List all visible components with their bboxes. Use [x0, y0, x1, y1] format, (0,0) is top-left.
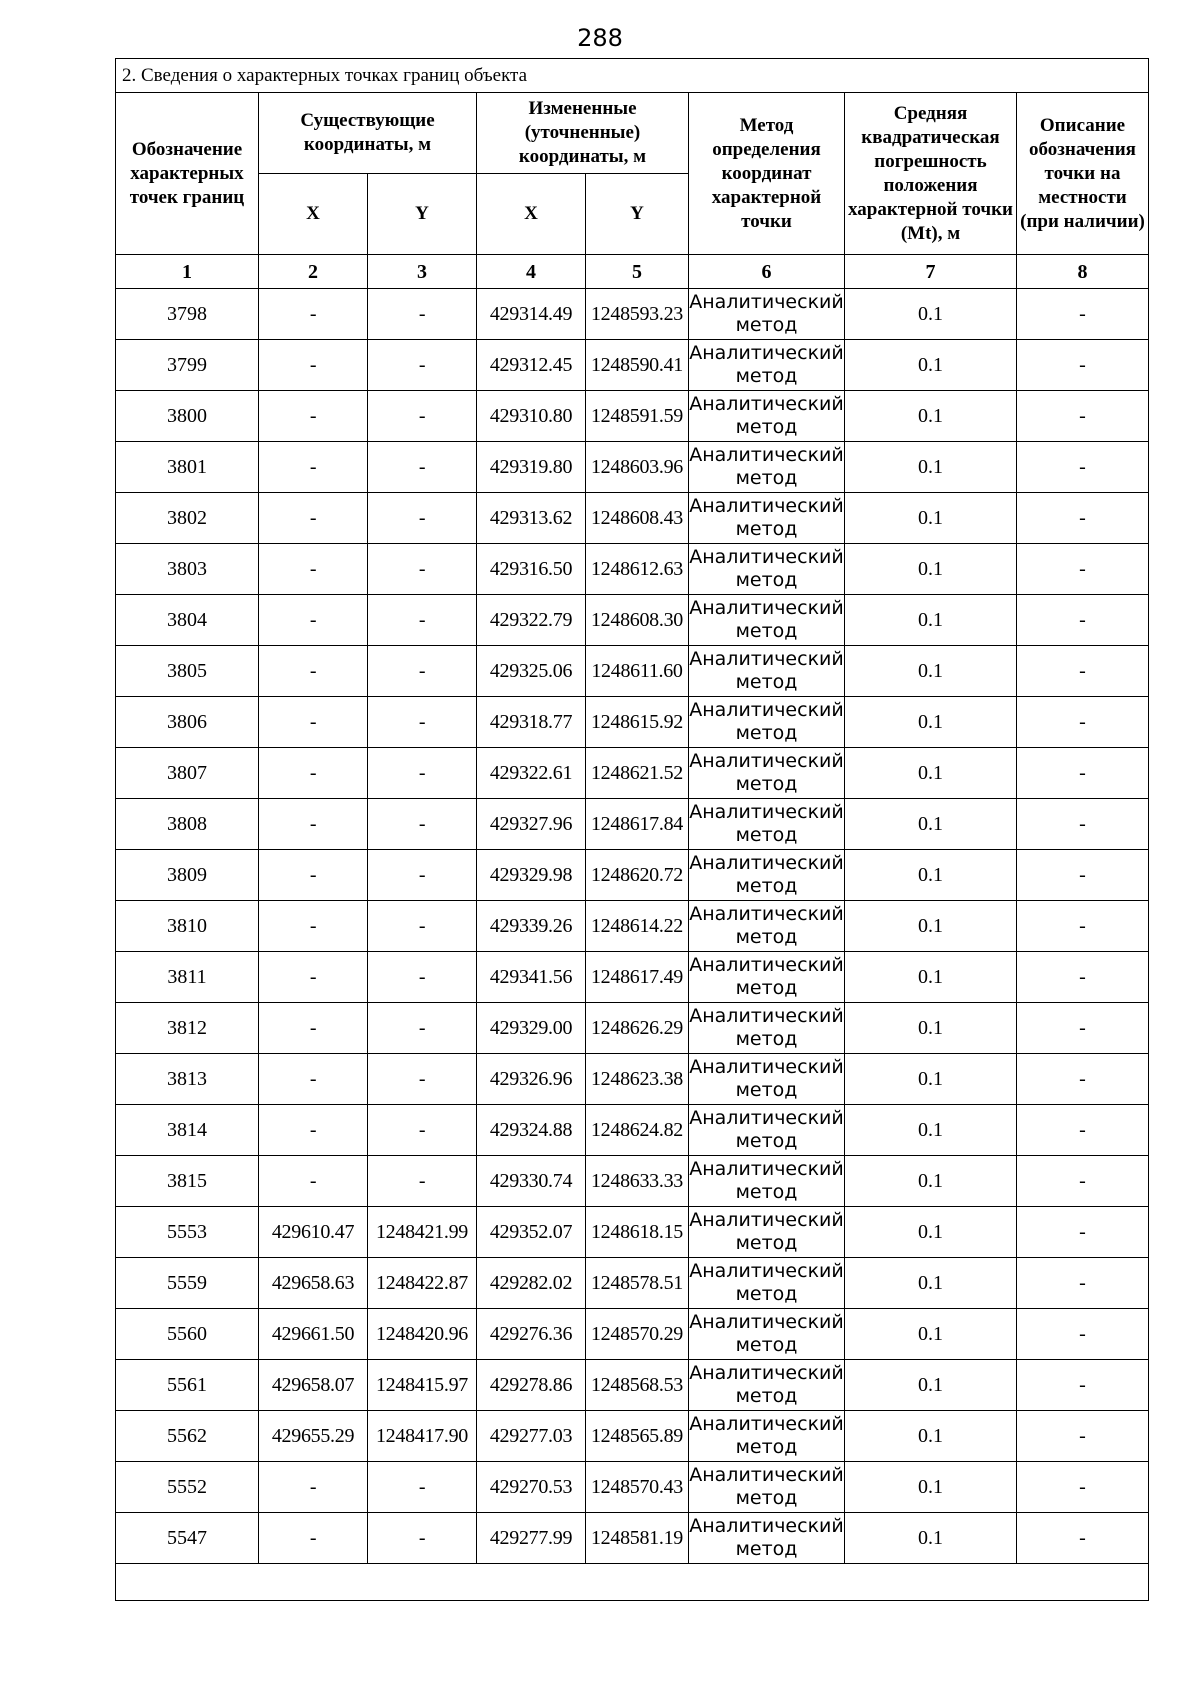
table-row — [116, 697, 1149, 748]
existing-x-cell: - — [259, 901, 368, 952]
error-cell: 0.1 — [845, 697, 1017, 748]
table-row — [116, 952, 1149, 1003]
description-cell: - — [1017, 748, 1149, 799]
empty-cell — [116, 1564, 1149, 1601]
existing-y-cell: - — [368, 442, 477, 493]
method-cell: Аналитический метод — [689, 1309, 845, 1360]
method-cell: Аналитический метод — [689, 544, 845, 595]
existing-x-cell: - — [259, 1105, 368, 1156]
error-cell: 0.1 — [845, 1207, 1017, 1258]
point-designation-cell: 5547 — [116, 1513, 259, 1564]
description-cell: - — [1017, 544, 1149, 595]
error-cell: 0.1 — [845, 544, 1017, 595]
existing-y-cell: - — [368, 1513, 477, 1564]
existing-y-cell: - — [368, 391, 477, 442]
existing-y-cell: - — [368, 1105, 477, 1156]
boundary-points-table — [115, 58, 1149, 1601]
table-row — [116, 1309, 1149, 1360]
table-row — [116, 391, 1149, 442]
existing-y-cell: 1248420.96 — [368, 1309, 477, 1360]
description-cell: - — [1017, 799, 1149, 850]
header-method: Метод определения координат характерной точки — [689, 93, 845, 255]
method-cell: Аналитический метод — [689, 1411, 845, 1462]
table-row — [116, 1258, 1149, 1309]
table-row — [116, 340, 1149, 391]
column-number: 7 — [845, 255, 1017, 289]
changed-y-cell: 1248593.23 — [586, 289, 689, 340]
description-cell: - — [1017, 1156, 1149, 1207]
changed-y-cell: 1248608.30 — [586, 595, 689, 646]
existing-y-cell: 1248417.90 — [368, 1411, 477, 1462]
method-cell: Аналитический метод — [689, 1054, 845, 1105]
changed-y-cell: 1248603.96 — [586, 442, 689, 493]
changed-x-cell: 429339.26 — [477, 901, 586, 952]
method-cell: Аналитический метод — [689, 646, 845, 697]
header-error: Средняя квадратическая погрешность положения характерной точки (Mt), м — [845, 93, 1017, 255]
empty-footer-row — [116, 1564, 1149, 1601]
changed-y-cell: 1248578.51 — [586, 1258, 689, 1309]
point-designation-cell: 5560 — [116, 1309, 259, 1360]
method-cell: Аналитический метод — [689, 1462, 845, 1513]
method-cell: Аналитический метод — [689, 850, 845, 901]
description-cell: - — [1017, 697, 1149, 748]
point-designation-cell: 5553 — [116, 1207, 259, 1258]
changed-x-cell: 429325.06 — [477, 646, 586, 697]
description-cell: - — [1017, 289, 1149, 340]
column-number-row — [116, 255, 1149, 289]
existing-x-cell: - — [259, 646, 368, 697]
changed-x-cell: 429324.88 — [477, 1105, 586, 1156]
existing-y-cell: - — [368, 289, 477, 340]
header-changed-coordinates: Измененные (уточненные) координаты, м — [477, 93, 689, 174]
description-cell: - — [1017, 1003, 1149, 1054]
changed-x-cell: 429313.62 — [477, 493, 586, 544]
existing-x-cell: - — [259, 493, 368, 544]
existing-x-cell: - — [259, 1156, 368, 1207]
existing-x-cell: 429658.07 — [259, 1360, 368, 1411]
point-designation-cell: 3798 — [116, 289, 259, 340]
changed-x-cell: 429314.49 — [477, 289, 586, 340]
header-designation: Обозначение характерных точек границ — [116, 93, 259, 255]
point-designation-cell: 3802 — [116, 493, 259, 544]
table-row — [116, 1003, 1149, 1054]
changed-x-cell: 429277.03 — [477, 1411, 586, 1462]
existing-x-cell: - — [259, 595, 368, 646]
existing-y-cell: 1248415.97 — [368, 1360, 477, 1411]
point-designation-cell: 3803 — [116, 544, 259, 595]
point-designation-cell: 3810 — [116, 901, 259, 952]
error-cell: 0.1 — [845, 289, 1017, 340]
existing-x-cell: - — [259, 799, 368, 850]
changed-y-cell: 1248614.22 — [586, 901, 689, 952]
changed-y-cell: 1248611.60 — [586, 646, 689, 697]
description-cell: - — [1017, 391, 1149, 442]
error-cell: 0.1 — [845, 1360, 1017, 1411]
method-cell: Аналитический метод — [689, 1156, 845, 1207]
description-cell: - — [1017, 1309, 1149, 1360]
point-designation-cell: 3813 — [116, 1054, 259, 1105]
existing-y-cell: - — [368, 1462, 477, 1513]
point-designation-cell: 5562 — [116, 1411, 259, 1462]
table-row — [116, 850, 1149, 901]
table-row — [116, 1411, 1149, 1462]
changed-y-cell: 1248581.19 — [586, 1513, 689, 1564]
changed-x-cell: 429278.86 — [477, 1360, 586, 1411]
error-cell: 0.1 — [845, 391, 1017, 442]
point-designation-cell: 3800 — [116, 391, 259, 442]
method-cell: Аналитический метод — [689, 1207, 845, 1258]
changed-x-cell: 429277.99 — [477, 1513, 586, 1564]
point-designation-cell: 3815 — [116, 1156, 259, 1207]
point-designation-cell: 3808 — [116, 799, 259, 850]
table-row — [116, 544, 1149, 595]
table-row — [116, 799, 1149, 850]
existing-y-cell: - — [368, 1003, 477, 1054]
error-cell: 0.1 — [845, 1105, 1017, 1156]
point-designation-cell: 3809 — [116, 850, 259, 901]
column-number: 8 — [1017, 255, 1149, 289]
point-designation-cell: 3814 — [116, 1105, 259, 1156]
error-cell: 0.1 — [845, 646, 1017, 697]
existing-y-cell: - — [368, 1156, 477, 1207]
changed-x-cell: 429326.96 — [477, 1054, 586, 1105]
point-designation-cell: 3801 — [116, 442, 259, 493]
table-row — [116, 1360, 1149, 1411]
changed-x-cell: 429322.79 — [477, 595, 586, 646]
method-cell: Аналитический метод — [689, 1513, 845, 1564]
error-cell: 0.1 — [845, 1462, 1017, 1513]
changed-y-cell: 1248570.43 — [586, 1462, 689, 1513]
point-designation-cell: 3806 — [116, 697, 259, 748]
changed-y-cell: 1248623.38 — [586, 1054, 689, 1105]
changed-x-cell: 429327.96 — [477, 799, 586, 850]
header-existing-coordinates: Существующие координаты, м — [259, 93, 477, 174]
error-cell: 0.1 — [845, 1258, 1017, 1309]
changed-x-cell: 429352.07 — [477, 1207, 586, 1258]
point-designation-cell: 3807 — [116, 748, 259, 799]
method-cell: Аналитический метод — [689, 1003, 845, 1054]
changed-x-cell: 429282.02 — [477, 1258, 586, 1309]
existing-y-cell: 1248421.99 — [368, 1207, 477, 1258]
method-cell: Аналитический метод — [689, 340, 845, 391]
point-designation-cell: 5561 — [116, 1360, 259, 1411]
error-cell: 0.1 — [845, 1054, 1017, 1105]
column-number: 6 — [689, 255, 845, 289]
table-row — [116, 442, 1149, 493]
changed-y-cell: 1248568.53 — [586, 1360, 689, 1411]
changed-y-cell: 1248612.63 — [586, 544, 689, 595]
changed-y-cell: 1248565.89 — [586, 1411, 689, 1462]
table-row — [116, 646, 1149, 697]
existing-x-cell: - — [259, 544, 368, 595]
header-changed-x: X — [477, 174, 586, 255]
point-designation-cell: 5552 — [116, 1462, 259, 1513]
changed-x-cell: 429276.36 — [477, 1309, 586, 1360]
existing-y-cell: - — [368, 697, 477, 748]
method-cell: Аналитический метод — [689, 493, 845, 544]
existing-y-cell: - — [368, 595, 477, 646]
table-row — [116, 1462, 1149, 1513]
table-row — [116, 1156, 1149, 1207]
column-number: 5 — [586, 255, 689, 289]
existing-y-cell: - — [368, 748, 477, 799]
existing-y-cell: - — [368, 646, 477, 697]
description-cell: - — [1017, 340, 1149, 391]
changed-y-cell: 1248617.49 — [586, 952, 689, 1003]
existing-x-cell: 429658.63 — [259, 1258, 368, 1309]
error-cell: 0.1 — [845, 442, 1017, 493]
method-cell: Аналитический метод — [689, 595, 845, 646]
changed-x-cell: 429318.77 — [477, 697, 586, 748]
table-row — [116, 595, 1149, 646]
header-existing-y: Y — [368, 174, 477, 255]
description-cell: - — [1017, 442, 1149, 493]
description-cell: - — [1017, 1513, 1149, 1564]
error-cell: 0.1 — [845, 850, 1017, 901]
changed-x-cell: 429312.45 — [477, 340, 586, 391]
error-cell: 0.1 — [845, 748, 1017, 799]
description-cell: - — [1017, 850, 1149, 901]
error-cell: 0.1 — [845, 595, 1017, 646]
description-cell: - — [1017, 901, 1149, 952]
error-cell: 0.1 — [845, 340, 1017, 391]
table-row — [116, 493, 1149, 544]
existing-x-cell: - — [259, 1054, 368, 1105]
method-cell: Аналитический метод — [689, 799, 845, 850]
error-cell: 0.1 — [845, 1003, 1017, 1054]
table-row — [116, 289, 1149, 340]
existing-y-cell: - — [368, 340, 477, 391]
method-cell: Аналитический метод — [689, 391, 845, 442]
description-cell: - — [1017, 1411, 1149, 1462]
existing-x-cell: 429610.47 — [259, 1207, 368, 1258]
column-number: 1 — [116, 255, 259, 289]
changed-x-cell: 429270.53 — [477, 1462, 586, 1513]
column-number: 2 — [259, 255, 368, 289]
column-number: 3 — [368, 255, 477, 289]
method-cell: Аналитический метод — [689, 748, 845, 799]
description-cell: - — [1017, 1462, 1149, 1513]
table-row — [116, 748, 1149, 799]
changed-y-cell: 1248608.43 — [586, 493, 689, 544]
changed-y-cell: 1248617.84 — [586, 799, 689, 850]
existing-y-cell: - — [368, 952, 477, 1003]
existing-y-cell: - — [368, 1054, 477, 1105]
existing-y-cell: - — [368, 850, 477, 901]
description-cell: - — [1017, 1054, 1149, 1105]
existing-x-cell: - — [259, 697, 368, 748]
changed-y-cell: 1248618.15 — [586, 1207, 689, 1258]
description-cell: - — [1017, 493, 1149, 544]
error-cell: 0.1 — [845, 1411, 1017, 1462]
existing-x-cell: - — [259, 748, 368, 799]
header-description: Описание обозначения точки на местности (при наличии) — [1017, 93, 1149, 255]
method-cell: Аналитический метод — [689, 1360, 845, 1411]
changed-x-cell: 429310.80 — [477, 391, 586, 442]
table-row — [116, 1105, 1149, 1156]
error-cell: 0.1 — [845, 1156, 1017, 1207]
existing-y-cell: - — [368, 493, 477, 544]
changed-x-cell: 429322.61 — [477, 748, 586, 799]
table-row — [116, 1207, 1149, 1258]
existing-x-cell: - — [259, 1462, 368, 1513]
existing-x-cell: 429655.29 — [259, 1411, 368, 1462]
error-cell: 0.1 — [845, 901, 1017, 952]
changed-y-cell: 1248621.52 — [586, 748, 689, 799]
description-cell: - — [1017, 1207, 1149, 1258]
existing-x-cell: - — [259, 289, 368, 340]
page-number: 288 — [577, 24, 623, 52]
method-cell: Аналитический метод — [689, 952, 845, 1003]
changed-x-cell: 429319.80 — [477, 442, 586, 493]
method-cell: Аналитический метод — [689, 1258, 845, 1309]
changed-y-cell: 1248626.29 — [586, 1003, 689, 1054]
table-row — [116, 1054, 1149, 1105]
existing-x-cell: - — [259, 442, 368, 493]
changed-x-cell: 429316.50 — [477, 544, 586, 595]
existing-x-cell: - — [259, 391, 368, 442]
description-cell: - — [1017, 595, 1149, 646]
error-cell: 0.1 — [845, 952, 1017, 1003]
point-designation-cell: 3805 — [116, 646, 259, 697]
existing-x-cell: - — [259, 952, 368, 1003]
description-cell: - — [1017, 646, 1149, 697]
description-cell: - — [1017, 1105, 1149, 1156]
point-designation-cell: 3804 — [116, 595, 259, 646]
description-cell: - — [1017, 1360, 1149, 1411]
table-row — [116, 1513, 1149, 1564]
changed-x-cell: 429329.98 — [477, 850, 586, 901]
existing-y-cell: - — [368, 544, 477, 595]
column-number: 4 — [477, 255, 586, 289]
error-cell: 0.1 — [845, 1513, 1017, 1564]
table-caption: 2. Сведения о характерных точках границ объекта — [116, 59, 1149, 93]
changed-y-cell: 1248590.41 — [586, 340, 689, 391]
existing-x-cell: - — [259, 1003, 368, 1054]
existing-y-cell: - — [368, 799, 477, 850]
method-cell: Аналитический метод — [689, 1105, 845, 1156]
changed-y-cell: 1248633.33 — [586, 1156, 689, 1207]
changed-x-cell: 429329.00 — [477, 1003, 586, 1054]
changed-x-cell: 429341.56 — [477, 952, 586, 1003]
changed-y-cell: 1248624.82 — [586, 1105, 689, 1156]
changed-y-cell: 1248615.92 — [586, 697, 689, 748]
changed-y-cell: 1248620.72 — [586, 850, 689, 901]
method-cell: Аналитический метод — [689, 697, 845, 748]
point-designation-cell: 3812 — [116, 1003, 259, 1054]
existing-x-cell: 429661.50 — [259, 1309, 368, 1360]
error-cell: 0.1 — [845, 493, 1017, 544]
existing-x-cell: - — [259, 850, 368, 901]
method-cell: Аналитический метод — [689, 442, 845, 493]
changed-y-cell: 1248591.59 — [586, 391, 689, 442]
changed-y-cell: 1248570.29 — [586, 1309, 689, 1360]
point-designation-cell: 3799 — [116, 340, 259, 391]
point-designation-cell: 5559 — [116, 1258, 259, 1309]
method-cell: Аналитический метод — [689, 901, 845, 952]
existing-x-cell: - — [259, 1513, 368, 1564]
error-cell: 0.1 — [845, 1309, 1017, 1360]
table-row — [116, 901, 1149, 952]
existing-y-cell: 1248422.87 — [368, 1258, 477, 1309]
method-cell: Аналитический метод — [689, 289, 845, 340]
description-cell: - — [1017, 1258, 1149, 1309]
header-changed-y: Y — [586, 174, 689, 255]
description-cell: - — [1017, 952, 1149, 1003]
existing-y-cell: - — [368, 901, 477, 952]
header-existing-x: X — [259, 174, 368, 255]
changed-x-cell: 429330.74 — [477, 1156, 586, 1207]
existing-x-cell: - — [259, 340, 368, 391]
point-designation-cell: 3811 — [116, 952, 259, 1003]
error-cell: 0.1 — [845, 799, 1017, 850]
